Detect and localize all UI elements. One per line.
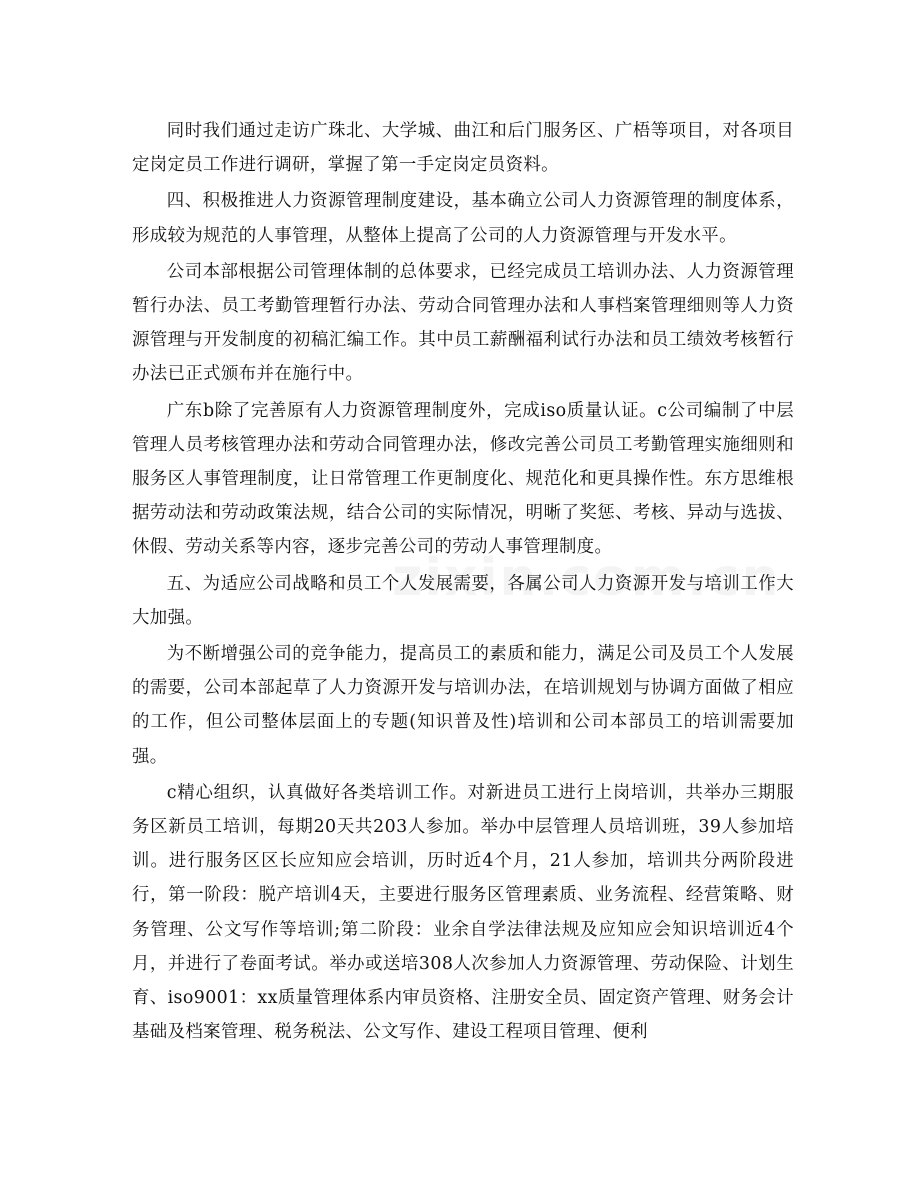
paragraph-6: 为不断增强公司的竞争能力，提高员工的素质和能力，满足公司及员工个人发展的需要，公司本部起草了人力资源开发与培训办法，在培训规划与协调方面做了相应的工作，但公司整体层面上的专题(知识普及性)培训和公司本部员工的培训需要加强。 (132, 644, 794, 767)
paragraph-2: 四、积极推进人力资源管理制度建设，基本确立公司人力资源管理的制度体系，形成较为规范的人事管理，从整体上提高了公司的人力资源管理与开发水平。 (132, 191, 794, 246)
paragraph-3: 公司本部根据公司管理体制的总体要求，已经完成员工培训办法、人力资源管理暂行办法、员工考勤管理暂行办法、劳动合同管理办法和人事档案管理细则等人力资源管理与开发制度的初稿汇编工作。其中员工薪酬福利试行办法和员工绩效考核暂行办法已正式颁布并在施行中。 (132, 261, 794, 385)
document-body (132, 114, 794, 1051)
paragraph-5: 五、为适应公司战略和员工个人发展需要，各属公司人力资源开发与培训工作大大加强。 (132, 573, 794, 628)
paragraph-7: c精心组织，认真做好各类培训工作。对新进员工进行上岗培训，共举办三期服务区新员工培训，每期20天共203人参加。举办中层管理人员培训班，39人参加培训。进行服务区区长应知应会培训，历时近4个月，21人参加，培训共分两阶段进行，第一阶段：脱产培训4天，主要进行服务区管理素质、业务流程、经营策略、财务管理、公文写作等培训;第二阶段：业余自学法律法规及应知应会知识培训近4个月，并进行了卷面考试。举办或送培308人次参加人力资源管理、劳动保险、计划生育、iso9001：xx质量管理体系内审员资格、注册安全员、固定资产管理、财务会计基础及档案管理、税务税法、公文写作、建设工程项目管理、便利 (132, 782, 794, 1043)
paragraph-4: 广东b除了完善原有人力资源管理制度外，完成iso质量认证。c公司编制了中层管理人员考核管理办法和劳动合同管理办法，修改完善公司员工考勤管理实施细则和服务区人事管理制度，让日常管理工作更制度化、规范化和更具操作性。东方思维根据劳动法和劳动政策法规，结合公司的实际情况，明晰了奖惩、考核、异动与选拔、休假、劳动关系等内容，逐步完善公司的劳动人事管理制度。 (132, 400, 794, 558)
paragraph-1: 同时我们通过走访广珠北、大学城、曲江和后门服务区、广梧等项目，对各项目定岗定员工作进行调研，掌握了第一手定岗定员资料。 (132, 121, 794, 176)
